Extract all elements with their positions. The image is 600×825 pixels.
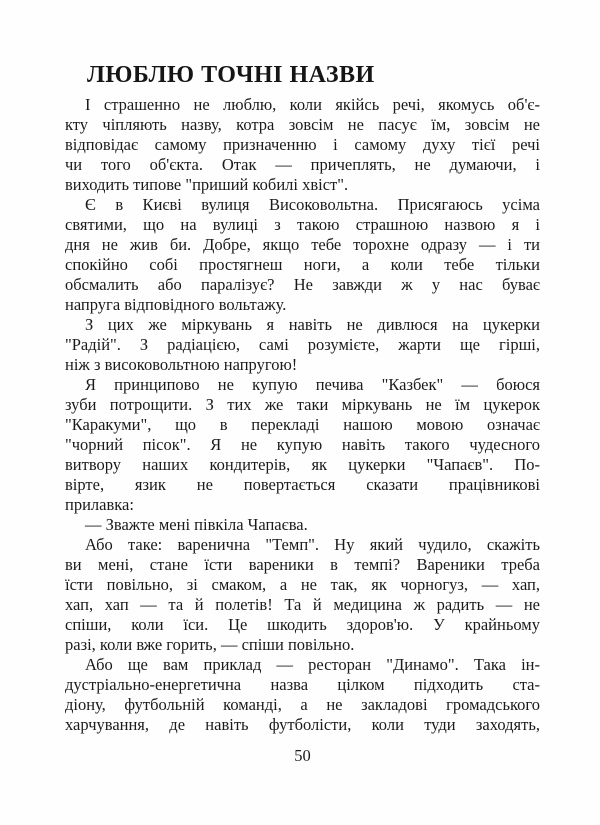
text-line: Або таке: варенична "Темп". Ну який чудило, скажіть xyxy=(85,535,540,554)
paragraph xyxy=(65,95,540,195)
text-line: напруга відповідного вольтажу. xyxy=(65,295,287,314)
paragraph xyxy=(65,655,540,735)
text-line: кту чіпляють назву, котра зовсім не пасує їм, зовсім не xyxy=(65,115,540,134)
text-line: спокійно собі простягнеш ноги, а коли тебе тільки xyxy=(65,255,540,274)
text-line: Є в Києві вулиця Високовольтна. Присягаюсь усіма xyxy=(85,195,540,214)
text-line: харчування, де навіть футболісти, коли туди заходять, xyxy=(65,715,540,734)
text-line: обсмалить або паралізує? Не завжди ж у нас буває xyxy=(65,275,540,294)
text-line: Або ще вам приклад — ресторан "Динамо". Така ін- xyxy=(85,655,540,674)
text-line: — Зважте мені півкіла Чапаєва. xyxy=(85,515,308,534)
text-line: чи того об'єкта. Отак — причеплять, не думаючи, і xyxy=(65,155,540,174)
text-line: І страшенно не люблю, коли якійсь речі, якомусь об'є- xyxy=(85,95,540,114)
text-line: ви мені, стане їсти вареники в темпі? Вареники треба xyxy=(65,555,540,574)
paragraph xyxy=(65,315,540,375)
text-line: "Каракуми", що в перекладі нашою мовою означає xyxy=(65,415,540,434)
page-number: 50 xyxy=(294,746,311,765)
text-line: святими, що на вулиці з такою страшною назвою я і xyxy=(65,215,540,234)
text-line: витвору наших кондитерів, як цукерки "Чапаєв". По- xyxy=(65,455,540,474)
text-line: "чорний пісок". Я не купую навіть такого чудесного xyxy=(65,435,540,454)
chapter-title: ЛЮБЛЮ ТОЧНІ НАЗВИ xyxy=(87,62,375,88)
text-line: діону, футбольній команді, а не закладові громадського xyxy=(65,695,540,714)
text-line: "Радій". З радіацією, самі розумієте, жарти ще гірші, xyxy=(65,335,540,354)
text-line: їсти повільно, зі смаком, а не так, як чорногуз, — хап, xyxy=(65,575,540,594)
text-line: виходить типове "приший кобилі хвіст". xyxy=(65,175,349,194)
paragraph xyxy=(65,515,540,535)
paragraph xyxy=(65,535,540,655)
body-text xyxy=(65,95,540,735)
page-content xyxy=(65,62,540,735)
text-line: ніж з високовольтною напругою! xyxy=(65,355,298,374)
paragraph xyxy=(65,375,540,515)
text-line: разі, коли вже горить, — спіши повільно. xyxy=(65,635,355,654)
paragraph xyxy=(65,195,540,315)
text-line: відповідає самому призначенню і самому духу тієї речі xyxy=(65,135,540,154)
text-line: Я принципово не купую печива "Казбек" — боюся xyxy=(85,375,540,394)
text-line: З цих же міркувань я навіть не дивлюся на цукерки xyxy=(85,315,540,334)
text-line: хап, хап — та й полетів! Та й медицина ж радить — не xyxy=(65,595,540,614)
text-line: зуби потрощити. З тих же таки міркувань не їм цукерок xyxy=(65,395,540,414)
text-line: спіши, коли їси. Це шкодить здоров'ю. У крайньому xyxy=(65,615,540,634)
text-line: дня не жив би. Добре, якщо тебе торохне одразу — і ти xyxy=(65,235,540,254)
text-line: вірте, язик не повертається сказати працівникові xyxy=(65,475,540,494)
text-line: дустріально-енергетична назва цілком підходить ста- xyxy=(65,675,540,694)
text-line: прилавка: xyxy=(65,495,134,514)
